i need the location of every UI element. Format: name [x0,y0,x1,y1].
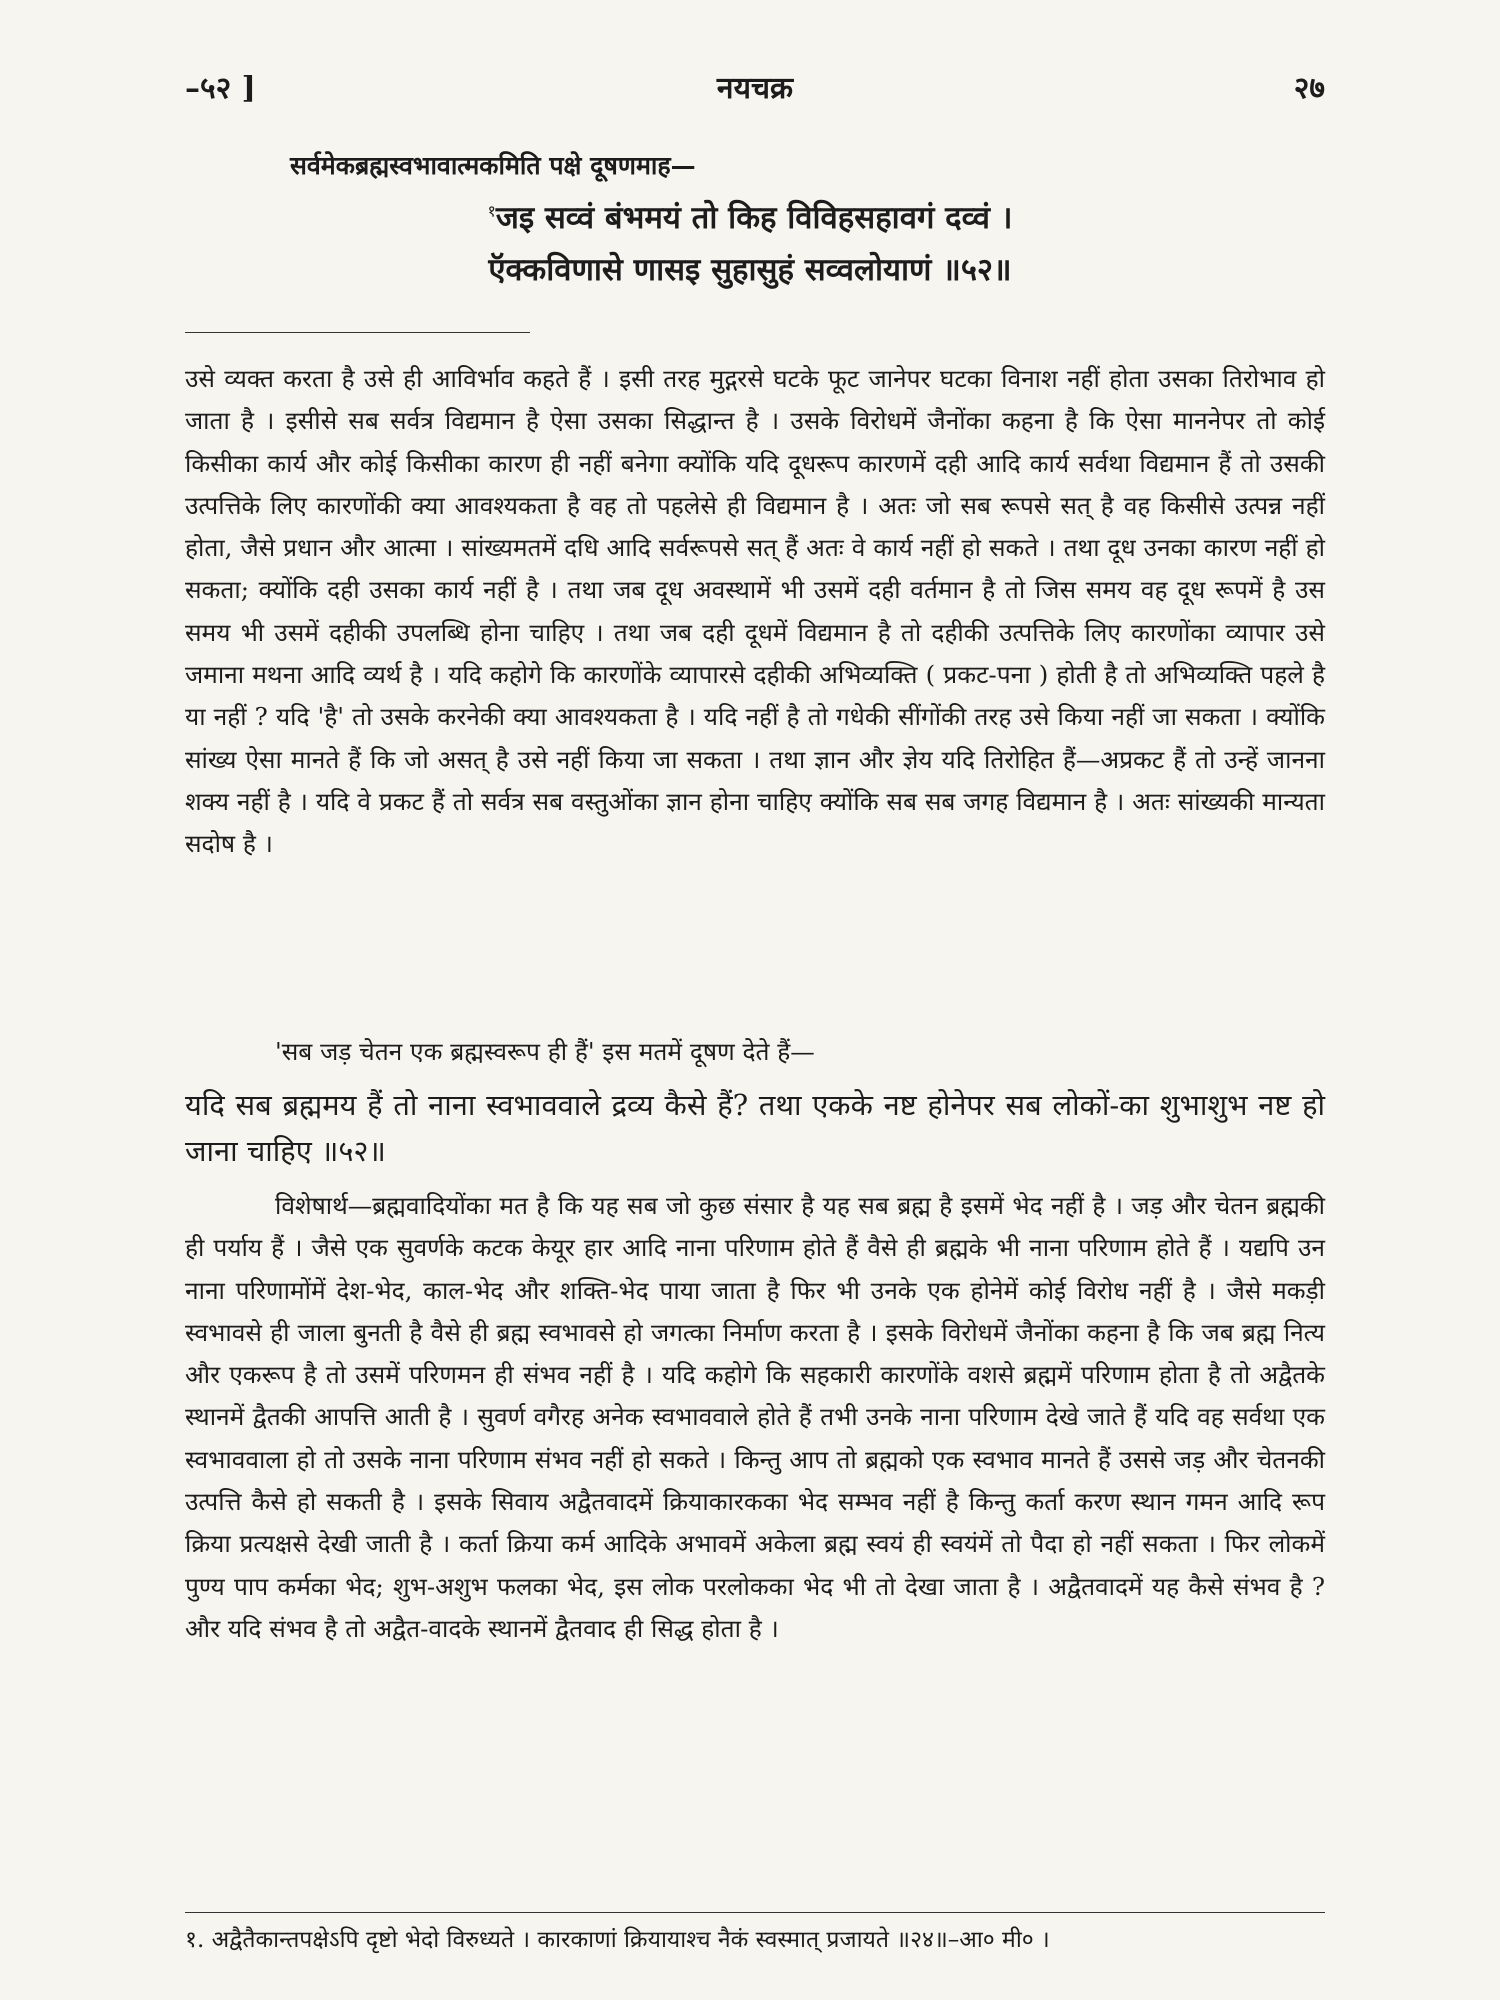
paragraph-visheshartha [185,1185,1325,1650]
footnote: १. अद्वैतैकान्तपक्षेऽपि दृष्टो भेदो विरुध्यते । कारकाणां क्रियायाश्च नैकं स्वस्मात् प्रजायते ॥२४॥–आ० मी० । [185,1927,1050,1953]
gatha-translation: यदि सब ब्रह्ममय हैं तो नाना स्वभाववाले द्रव्य कैसे हैं? तथा एकके नष्ट होनेपर सब लोकों-का शुभाशुभ नष्ट हो जाना चाहिए ॥५२॥ [185,1088,1325,1168]
header-book-title: नयचक्र [716,71,794,106]
header-section-ref: –५२ ] [185,71,256,106]
gatha-line-2: ऍक्कविणासे णासइ सुहासुहं सव्वलोयाणं ॥५२॥ [488,252,1012,288]
visheshartha-label: विशेषार्थ [275,1191,348,1220]
visheshartha-text: —ब्रह्मवादियोंका मत है कि यह सब जो कुछ संसार है यह सब ब्रह्म है इसमें भेद नहीं है । जड़ और चेतन ब्रह्मकी ही पर्याय हैं । जैसे एक सुवर्णके कटक केयूर हार आदि नाना परिणाम होते हैं वैसे ही ब्रह्मके भी नाना परिणाम होते हैं । यद्यपि उन नाना परिणामोंमें देश-भेद, काल-भेद और शक्ति-भेद पाया जाता है फिर भी उनके एक होनेमें कोई विरोध नहीं है । जैसे मकड़ी स्वभावसे ही जाला बुनती है वैसे ही ब्रह्म स्वभावसे हो जगत्का निर्माण करता है । इसके विरोधमें जैनोंका कहना है कि जब ब्रह्म नित्य और एकरूप है तो उसमें परिणमन ही संभव नहीं है । यदि कहोगे कि सहकारी कारणोंके वशसे ब्रह्ममें परिणाम होता है तो अद्वैतके स्थानमें द्वैतकी आपत्ति आती है । सुवर्ण वगैरह अनेक स्वभाववाले होते हैं तभी उनके नाना परिणाम देखे जाते हैं यदि वह सर्वथा एक स्वभाववाला हो तो उसके नाना परिणाम संभव नहीं हो सकते । किन्तु आप तो ब्रह्मको एक स्वभाव मानते हैं उससे जड़ और चेतनकी उत्पत्ति कैसे हो सकती है । इसके सिवाय अद्वैतवादमें क्रियाकारकका भेद सम्भव नहीं है किन्तु कर्ता करण स्थान गमन आदि रूप क्रिया प्रत्यक्षसे देखी जाती है । कर्ता क्रिया कर्म आदिके अभावमें अकेला ब्रह्म स्वयं ही स्वयंमें तो पैदा हो नहीं सकता । फिर लोकमें पुण्य पाप कर्मका भेद; शुभ-अशुभ फलका भेद, इस लोक परलोकका भेद भी तो देखा जाता है । अद्वैतवादमें यह कैसे संभव है ? और यदि संभव है तो अद्वैत-वादके स्थानमें द्वैतवाद ही सिद्ध होता है । [185,1191,1325,1643]
gatha-line-1 [0,196,1500,238]
section-heading: 'सब जड़ चेतन एक ब्रह्मस्वरूप ही हैं' इस मतमें दूषण देते हैं— [275,1037,815,1066]
sanskrit-commentary-intro: सर्वमेकब्रह्मस्वभावात्मकमिति पक्षे दूषणमाह— [290,151,696,180]
footnote-marker: १ [487,201,496,221]
paragraph-samkhya-critique: उसे व्यक्त करता है उसे ही आविर्भाव कहते हैं । इसी तरह मुद्गरसे घटके फूट जानेपर घटका विनाश नहीं होता उसका तिरोभाव हो जाता है । इसीसे सब सर्वत्र विद्यमान है ऐसा उसका सिद्धान्त है । उसके विरोधमें जैनोंका कहना है कि ऐसा माननेपर तो कोई किसीका कार्य और कोई किसीका कारण ही नहीं बनेगा क्योंकि यदि दूधरूप कारणमें दही आदि कार्य सर्वथा विद्यमान हैं तो उसकी उत्पत्तिके लिए कारणोंकी क्या आवश्यकता है वह तो पहलेसे ही विद्यमान है । अतः जो सब रूपसे सत् है वह किसीसे उत्पन्न नहीं होता, जैसे प्रधान और आत्मा । सांख्यमतमें दधि आदि सर्वरूपसे सत् हैं अतः वे कार्य नहीं हो सकते । तथा दूध उनका कारण नहीं हो सकता; क्योंकि दही उसका कार्य नहीं है । तथा जब दूध अवस्थामें भी उसमें दही वर्तमान है तो जिस समय वह दूध रूपमें है उस समय भी उसमें दहीकी उपलब्धि होना चाहिए । तथा जब दही दूधमें विद्यमान है तो दहीकी उत्पत्तिके लिए कारणोंका व्यापार उसे जमाना मथना आदि व्यर्थ है । यदि कहोगे कि कारणोंके व्यापारसे दहीकी अभिव्यक्ति ( प्रकट-पना ) होती है तो अभिव्यक्ति पहले है या नहीं ? यदि 'है' तो उसके करनेकी क्या आवश्यकता है । यदि नहीं है तो गधेकी सींगोंकी तरह उसे किया नहीं जा सकता । क्योंकि सांख्य ऐसा मानते हैं कि जो असत् है उसे नहीं किया जा सकता । तथा ज्ञान और ज्ञेय यदि तिरोहित हैं—अप्रकट हैं तो उन्हें जानना शक्य नहीं है । यदि वे प्रकट हैं तो सर्वत्र सब वस्तुओंका ज्ञान होना चाहिए क्योंकि सब सब जगह विद्यमान है । अतः सांख्यकी मान्यता सदोष है । [185,364,1325,859]
footnote-divider [185,1912,1325,1913]
section-divider [185,332,530,333]
gatha-line-1-text: जइ सव्वं बंभमयं तो किह विविहसहावगं दव्वं । [495,200,1013,236]
running-header [185,66,1325,106]
header-page-number: २७ [1293,71,1325,106]
